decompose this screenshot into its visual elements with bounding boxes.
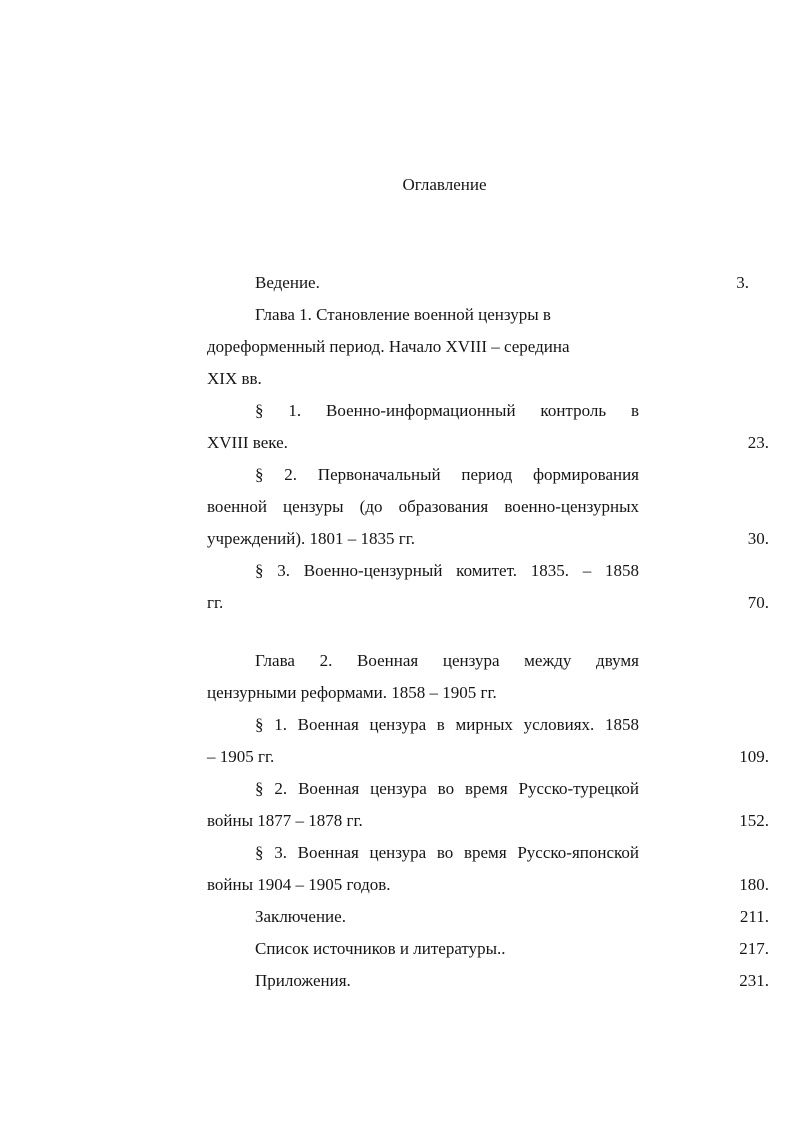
toc-page-number: 152. bbox=[739, 811, 769, 830]
toc-entry-sources bbox=[207, 933, 769, 965]
page-title: Оглавление bbox=[402, 175, 487, 194]
toc-entry-label: Приложения. bbox=[255, 971, 351, 990]
toc-page-number: 180. bbox=[739, 875, 769, 894]
toc-section-text: – 1905 гг. bbox=[207, 747, 275, 766]
toc-section-text: § 3. Военно-цензурный комитет. 1835. – 1858 bbox=[255, 561, 639, 580]
toc-section-text: гг. bbox=[207, 593, 224, 612]
toc-section-line bbox=[207, 555, 769, 587]
toc-section-text: § 1. Военная цензура в мирных условиях. 1858 bbox=[255, 715, 639, 734]
toc-section-line bbox=[207, 395, 769, 427]
toc-page-number: 211. bbox=[739, 907, 769, 926]
toc-chapter-text: дореформенный период. Начало XVIII – середина bbox=[207, 337, 570, 356]
toc-section-line bbox=[207, 427, 769, 459]
toc-page-number: 217. bbox=[739, 939, 769, 958]
toc-section-line bbox=[207, 459, 769, 491]
toc-section-line bbox=[207, 587, 769, 619]
chapter-spacer bbox=[207, 619, 769, 645]
toc-chapter-1-line bbox=[207, 363, 769, 395]
toc-section-line bbox=[207, 869, 769, 901]
toc-chapter-text: Глава 1. Становление военной цензуры в bbox=[255, 305, 551, 324]
table-of-contents bbox=[207, 267, 769, 997]
toc-chapter-1-line bbox=[207, 331, 769, 363]
toc-section-text: военной цензуры (до образования военно-цензурных bbox=[207, 497, 639, 516]
toc-section-line bbox=[207, 491, 769, 523]
toc-chapter-2-line bbox=[207, 677, 769, 709]
toc-section-text: § 1. Военно-информационный контроль в bbox=[255, 401, 639, 420]
toc-section-line bbox=[207, 523, 769, 555]
toc-page-number: 30. bbox=[747, 529, 769, 548]
toc-section-text: XVIII веке. bbox=[207, 433, 288, 452]
toc-page-number: 3. bbox=[736, 273, 749, 292]
toc-page-number: 70. bbox=[747, 593, 769, 612]
toc-entry-appendix bbox=[207, 965, 769, 997]
toc-page-number: 231. bbox=[739, 971, 769, 990]
toc-section-text: войны 1877 – 1878 гг. bbox=[207, 811, 363, 830]
toc-section-text: § 2. Первоначальный период формирования bbox=[255, 465, 639, 484]
toc-entry-label: Ведение. bbox=[255, 273, 320, 292]
toc-section-text: § 2. Военная цензура во время Русско-турецкой bbox=[255, 779, 639, 798]
toc-page-number: 23. bbox=[747, 433, 769, 452]
toc-section-text: войны 1904 – 1905 годов. bbox=[207, 875, 391, 894]
toc-section-line bbox=[207, 837, 769, 869]
toc-chapter-1-line bbox=[207, 299, 769, 331]
toc-chapter-text: цензурными реформами. 1858 – 1905 гг. bbox=[207, 683, 497, 702]
toc-section-line bbox=[207, 805, 769, 837]
toc-section-text: § 3. Военная цензура во время Русско-японской bbox=[255, 843, 639, 862]
toc-chapter-text: Глава 2. Военная цензура между двумя bbox=[255, 651, 639, 670]
toc-section-line bbox=[207, 709, 769, 741]
toc-entry-label: Список источников и литературы.. bbox=[255, 939, 506, 958]
toc-entry-label: Заключение. bbox=[255, 907, 346, 926]
toc-section-line bbox=[207, 741, 769, 773]
toc-entry-intro bbox=[207, 267, 769, 299]
toc-chapter-text: XIX вв. bbox=[207, 369, 262, 388]
toc-entry-conclusion bbox=[207, 901, 769, 933]
toc-section-line bbox=[207, 773, 769, 805]
toc-chapter-2-line bbox=[207, 645, 769, 677]
toc-page-number: 109. bbox=[739, 747, 769, 766]
toc-section-text: учреждений). 1801 – 1835 гг. bbox=[207, 529, 416, 548]
